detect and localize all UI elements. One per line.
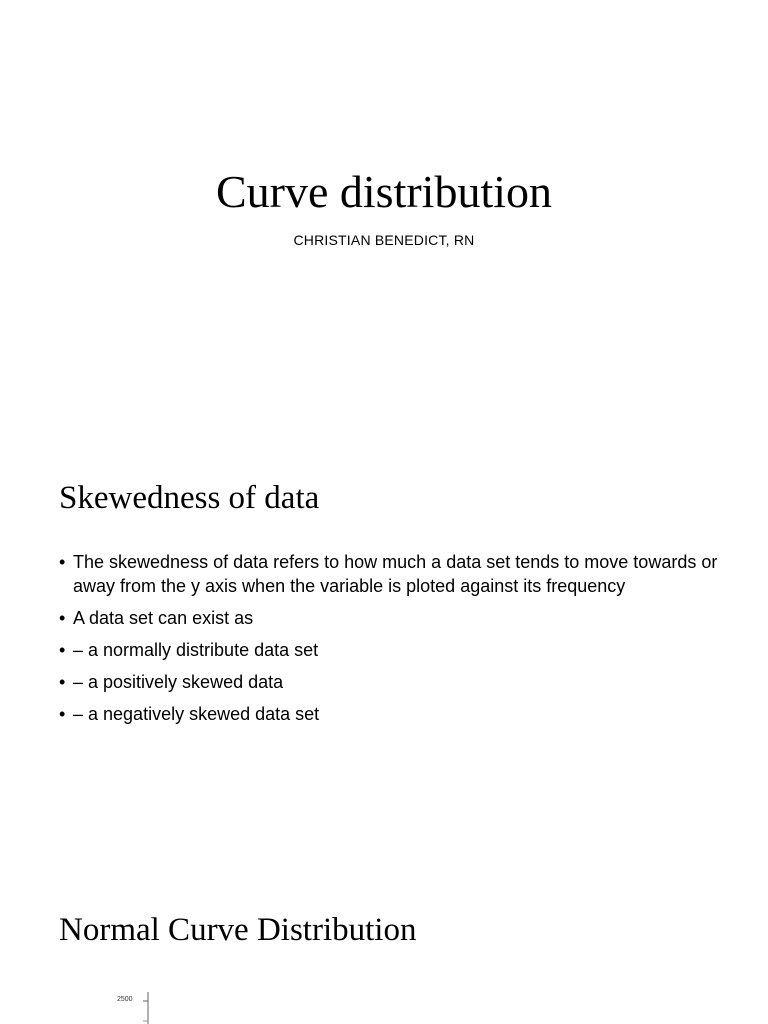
bullet-text: – a normally distribute data set	[73, 640, 319, 660]
skewedness-heading: Skewedness of data	[59, 480, 320, 516]
bullet-dot-icon: •	[59, 552, 66, 572]
chart-fragment	[100, 990, 220, 1024]
bullet-dot-icon: •	[59, 704, 66, 724]
bullet-dot-icon: •	[59, 608, 66, 628]
bullet-dot-icon: •	[59, 640, 66, 660]
skewedness-bullet-list	[59, 550, 719, 734]
normal-curve-heading: Normal Curve Distribution	[59, 912, 417, 948]
bullet-text: – a positively skewed data	[73, 672, 284, 692]
bullet-item	[59, 550, 719, 598]
slide-title: Curve distribution	[215, 166, 553, 217]
bullet-dot-icon: •	[59, 672, 66, 692]
bullet-text: – a negatively skewed data set	[73, 704, 320, 724]
bullet-text: The skewedness of data refers to how much a data set tends to move towards or away from the y axis when the variable is ploted against its frequency	[73, 552, 718, 596]
bullet-item	[59, 638, 719, 662]
slide-subtitle-author: CHRISTIAN BENEDICT, RN	[293, 232, 475, 248]
bullet-item	[59, 670, 719, 694]
bullet-item	[59, 702, 719, 726]
y-tick-label: 2500	[117, 996, 133, 1003]
chart-axis-graphic	[100, 990, 220, 1024]
bullet-text: A data set can exist as	[73, 608, 254, 628]
bullet-item	[59, 606, 719, 630]
